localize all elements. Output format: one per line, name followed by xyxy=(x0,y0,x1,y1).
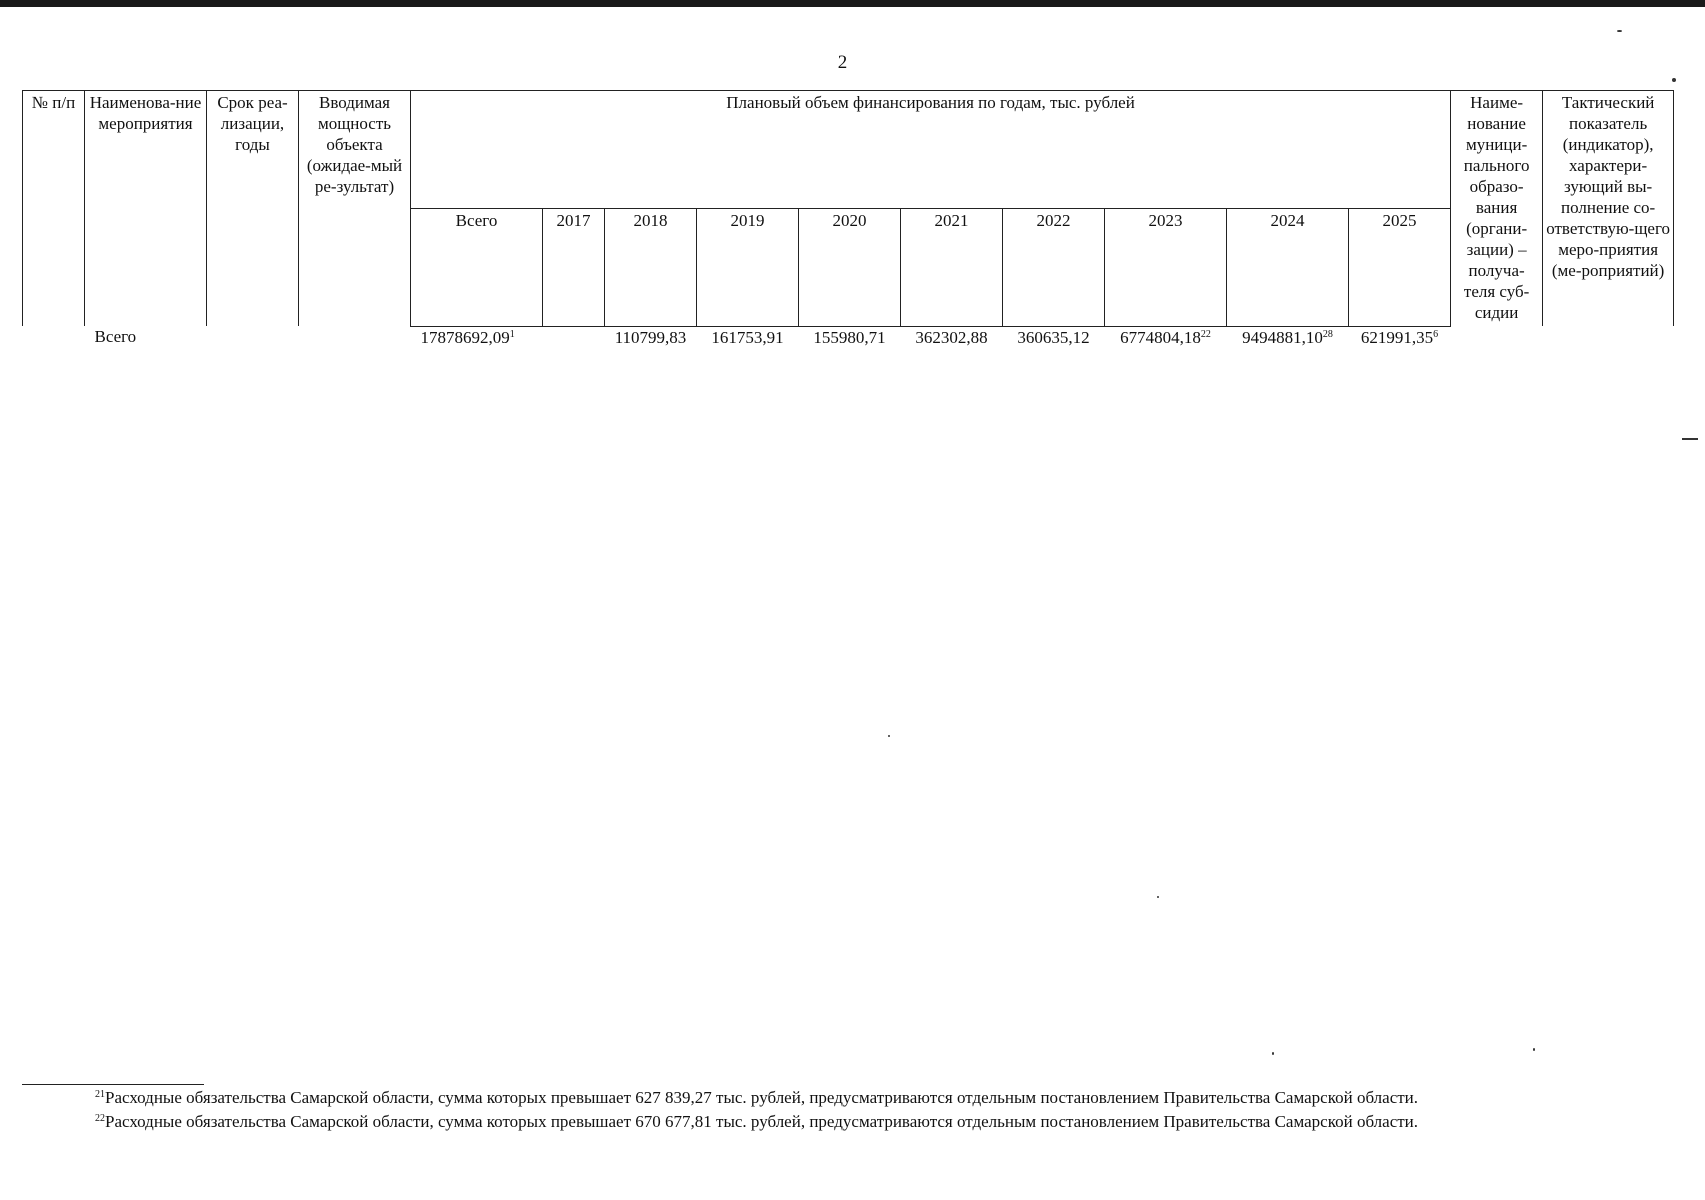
footnote-ref: 28 xyxy=(1322,328,1333,340)
col-year-header: 2021 xyxy=(901,208,1003,326)
header-row-top xyxy=(23,91,1674,209)
col-year-header: 2017 xyxy=(543,208,605,326)
col-year-header: 2022 xyxy=(1003,208,1105,326)
col-total-header: Всего xyxy=(411,208,543,326)
value-2023: 6774804,18$^{22}$ xyxy=(1120,327,1211,347)
scan-speck xyxy=(1617,30,1622,32)
empty-cell xyxy=(1543,326,1674,348)
page-number: 2 xyxy=(837,52,848,73)
financing-table xyxy=(22,90,1674,348)
col-num-header: № п/п xyxy=(23,91,85,327)
footnote-ref: 6 xyxy=(1433,328,1439,340)
value-2019: 161753,91 xyxy=(711,327,784,347)
total-value: 17878692,09$^1$ xyxy=(420,327,515,347)
scan-speck xyxy=(1533,1048,1535,1051)
scan-speck xyxy=(888,735,890,737)
col-year-header: 2020 xyxy=(799,208,901,326)
col-term-header: Срок реа-лизации, годы xyxy=(207,91,299,327)
scan-speck xyxy=(1272,1052,1274,1055)
col-year-header: 2025 xyxy=(1349,208,1451,326)
col-year-header: 2018 xyxy=(605,208,697,326)
scan-speck xyxy=(1157,896,1159,898)
col-year-header: 2024 xyxy=(1227,208,1349,326)
total-row xyxy=(23,326,1674,348)
empty-cell xyxy=(207,326,299,348)
value-2025: 621991,35$^6$ xyxy=(1360,327,1439,347)
total-row-label: Всего xyxy=(94,327,137,346)
col-name-header: Наименова-ние мероприятия xyxy=(85,91,207,327)
empty-cell xyxy=(299,326,411,348)
value-2020: 155980,71 xyxy=(813,327,886,347)
footnote-separator xyxy=(22,1084,204,1085)
col-year-header: 2023 xyxy=(1105,208,1227,326)
value-2017 xyxy=(543,326,605,348)
scan-speck xyxy=(1672,78,1676,82)
value-2024: 9494881,10$^{28}$ xyxy=(1242,327,1333,347)
value-2021: 362302,88 xyxy=(915,327,988,347)
col-year-header: 2019 xyxy=(697,208,799,326)
col-indicator-header: Тактический показатель (индикатор), характери-зующий вы-полнение со-ответствую-щего меро-приятия (ме-роприятий) xyxy=(1543,91,1674,327)
empty-cell xyxy=(23,326,85,348)
col-municipality-header: Наиме-нование муници-пального образо-вания (органи-зации) – получа-теля суб-сидии xyxy=(1451,91,1543,327)
scan-top-edge xyxy=(0,0,1705,7)
scan-speck xyxy=(1682,438,1698,440)
footnote-ref: 22 xyxy=(1200,328,1211,340)
footnote-ref: 1 xyxy=(509,328,515,340)
value-2022: 360635,12 xyxy=(1017,327,1090,347)
footnote-21: $^{21}$Расходные обязательства Самарской области, сумма которых превышает 627 839,27 тыс. рублей, предусматриваются отдельным постановлением Правительства Самарской области. xyxy=(95,1088,1419,1107)
empty-cell xyxy=(1451,326,1543,348)
value-2018: 110799,83 xyxy=(614,327,687,347)
col-financing-header: Плановый объем финансирования по годам, тыс. рублей xyxy=(411,91,1451,209)
footnote-22: $^{22}$Расходные обязательства Самарской области, сумма которых превышает 670 677,81 тыс. рублей, предусматриваются отдельным постановлением Правительства Самарской области. xyxy=(95,1112,1419,1131)
col-capacity-header: Вводимая мощность объекта (ожидае-мый ре-зультат) xyxy=(299,91,411,327)
